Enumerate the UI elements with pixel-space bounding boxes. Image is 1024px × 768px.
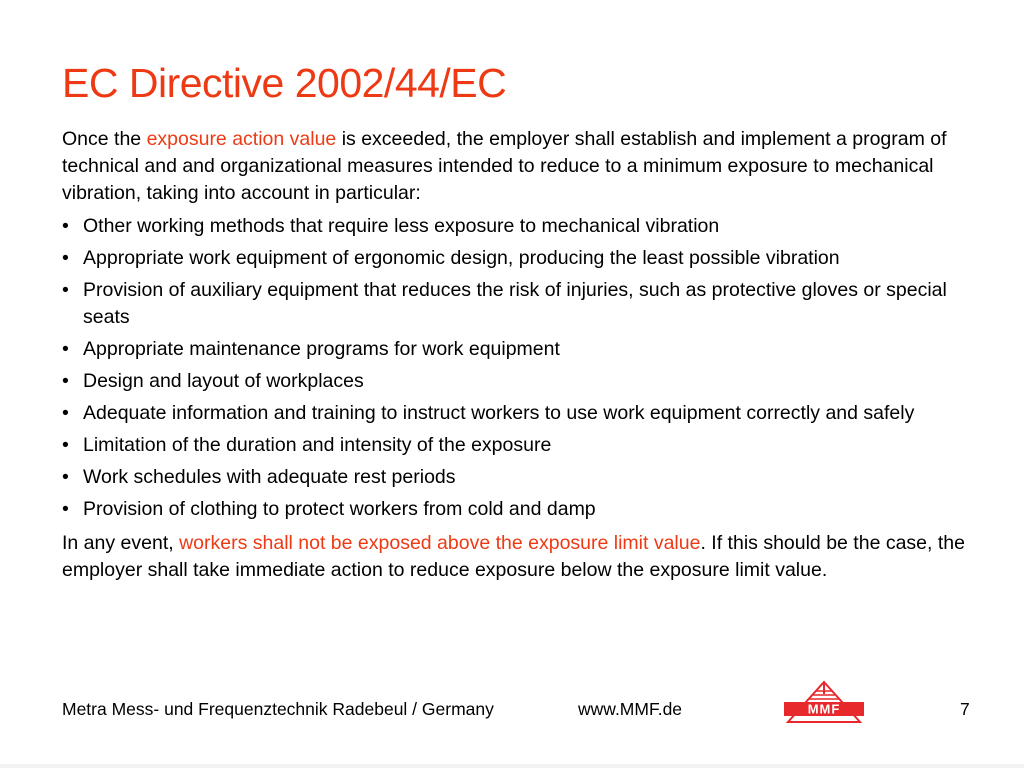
list-item-text: Design and layout of workplaces [83, 370, 364, 392]
list-item [62, 245, 972, 272]
list-item-text: Limitation of the duration and intensity of the exposure [83, 434, 552, 456]
bullet-icon: • [62, 434, 69, 456]
list-item-text: Other working methods that require less exposure to mechanical vibration [83, 215, 720, 237]
list-item-text: Adequate information and training to instruct workers to use work equipment correctly and safely [83, 402, 915, 424]
mmf-logo-icon [776, 680, 872, 724]
list-item [62, 277, 972, 331]
intro-paragraph [62, 126, 972, 207]
intro-highlight: exposure action value [146, 128, 337, 150]
list-item [62, 213, 972, 240]
page-number: 7 [960, 699, 970, 719]
bullet-icon: • [62, 338, 69, 360]
bullet-icon: • [62, 402, 69, 424]
intro-text-after: is exceeded, the employer shall establish and implement a program of technical and and organizational measures intended to reduce to a minimum exposure to mechanical vibration, taking into account in particular: [62, 128, 947, 204]
list-item [62, 496, 972, 523]
bullet-icon: • [62, 370, 69, 392]
list-item-text: Provision of clothing to protect workers from cold and damp [83, 498, 596, 520]
slide-footer [62, 698, 982, 728]
measures-list [62, 213, 972, 523]
footer-company: Metra Mess- und Frequenztechnik Radebeul / Germany [62, 699, 494, 719]
footer-website-link[interactable]: www.MMF.de [578, 699, 683, 719]
closing-paragraph [62, 530, 972, 584]
list-item-text: Appropriate maintenance programs for work equipment [83, 338, 560, 360]
list-item-text: Work schedules with adequate rest periods [83, 466, 456, 488]
list-item [62, 432, 972, 459]
list-item [62, 464, 972, 491]
logo-text: MMF [807, 701, 841, 717]
bullet-icon: • [62, 466, 69, 488]
bullet-icon: • [62, 279, 69, 301]
bullet-icon: • [62, 498, 69, 520]
slide-title: EC Directive 2002/44/EC [62, 60, 507, 106]
bottom-divider [0, 764, 1024, 768]
closing-text-after: . If this should be the case, the employer shall take immediate action to reduce exposure below the exposure limit value. [62, 532, 965, 581]
list-item-text: Appropriate work equipment of ergonomic design, producing the least possible vibration [83, 247, 840, 269]
closing-highlight: workers shall not be exposed above the exposure limit value [179, 532, 701, 554]
bullet-icon: • [62, 247, 69, 269]
intro-text-before: Once the [62, 128, 147, 150]
list-item [62, 336, 972, 363]
list-item [62, 400, 972, 427]
closing-text-before: In any event, [62, 532, 180, 554]
list-item [62, 368, 972, 395]
slide-body [62, 126, 972, 584]
bullet-icon: • [62, 215, 69, 237]
list-item-text: Provision of auxiliary equipment that reduces the risk of injuries, such as protective gloves or special seats [83, 279, 947, 328]
